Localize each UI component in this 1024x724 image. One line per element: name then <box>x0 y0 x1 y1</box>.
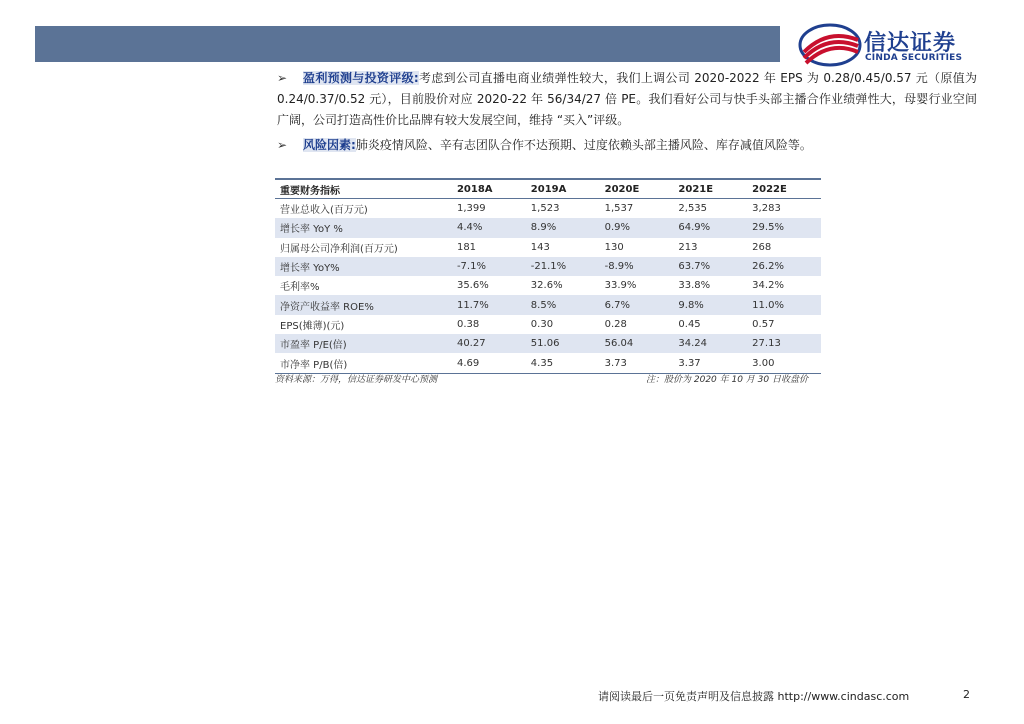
table-cell: 29.5% <box>747 218 821 237</box>
table-cell: 130 <box>604 241 624 253</box>
table-cell: 1,399 <box>456 203 486 215</box>
row-label: 营业总收入(百万元) <box>280 205 368 217</box>
table-cell: 3.73 <box>600 353 674 373</box>
bullet-lead: 风险因素: <box>303 138 356 152</box>
table-header-cell: 2018A <box>452 179 526 199</box>
row-label: EPS(摊薄)(元) <box>280 320 345 332</box>
table-header-cell: 2019A <box>526 179 600 199</box>
table-cell: 213 <box>678 241 698 253</box>
table-cell: 34.24 <box>673 334 747 353</box>
table-cell: 64.9% <box>673 218 747 237</box>
table-cell: 33.8% <box>678 280 711 292</box>
table-cell: 9.8% <box>673 295 747 314</box>
table-cell: 26.2% <box>747 257 821 276</box>
source-note: 资料来源：万得，信达证券研发中心预测 <box>275 375 438 385</box>
row-label: 归属母公司净利润(百万元) <box>280 243 398 255</box>
table-cell: 268 <box>752 241 772 253</box>
row-label: 市盈率 P/E(倍) <box>275 334 452 353</box>
table-row <box>275 295 821 314</box>
row-label: 增长率 YoY% <box>275 257 452 276</box>
table-cell: 51.06 <box>526 334 600 353</box>
table-cell: 0.30 <box>530 318 554 330</box>
table-header-cell: 2022E <box>747 179 821 199</box>
table-cell: 56.04 <box>600 334 674 353</box>
table-cell: -21.1% <box>526 257 600 276</box>
table-cell: 3.37 <box>673 353 747 373</box>
table-cell: 8.5% <box>526 295 600 314</box>
header-bar <box>35 26 780 62</box>
table-cell: 0.38 <box>456 318 480 330</box>
table-row <box>275 238 821 257</box>
table-cell: 4.69 <box>452 353 526 373</box>
bullet-lead: 盈利预测与投资评级: <box>303 71 419 85</box>
bullet-paragraph <box>303 135 977 156</box>
table-cell: 0.45 <box>678 318 701 330</box>
table-cell: 34.2% <box>752 280 784 292</box>
table-cell: 2,535 <box>678 203 708 215</box>
bullet-text: 考虑到公司直播电商业绩弹性较大，我们上调公司 2020-2022 年 EPS 为 0.28/0.45/0.57 元（原值为 0.24/0.37/0.52 元），目前股价对应 2020-22 年 56/34/27 倍 PE。我们看好公司与快手头部主播合作业绩弹性大，母婴行业空间广阔，公司打造高性价比品牌有较大发展空间，维持 “买入”评级。 <box>277 71 977 127</box>
table-row <box>275 276 821 295</box>
table-header-cell: 重要财务指标 <box>275 179 452 199</box>
table-cell: 0.28 <box>604 318 627 330</box>
arrow-bullet-icon: ➢ <box>277 71 288 85</box>
table-header-cell: 2020E <box>600 179 674 199</box>
table-cell: -8.9% <box>600 257 674 276</box>
financial-indicators-table <box>275 178 821 374</box>
table-cell: 11.7% <box>452 295 526 314</box>
table-row <box>275 353 821 373</box>
table-row <box>275 334 821 353</box>
table-cell: 63.7% <box>673 257 747 276</box>
row-label: 增长率 YoY % <box>275 218 452 237</box>
table-cell: 40.27 <box>452 334 526 353</box>
table-cell: 4.35 <box>526 353 600 373</box>
table-cell: 33.9% <box>604 280 637 292</box>
table-cell: 6.7% <box>600 295 674 314</box>
row-label: 毛利率% <box>280 282 320 294</box>
table-header-row <box>275 179 821 199</box>
bullet-earnings-forecast <box>277 68 977 131</box>
table-cell: 143 <box>530 241 550 253</box>
logo-english-name: CINDA SECURITIES <box>865 53 963 63</box>
table-cell: 0.57 <box>752 318 775 330</box>
table-cell: 11.0% <box>747 295 821 314</box>
price-date-note: 注：股价为 2020 年 10 月 30 日收盘价 <box>646 375 808 385</box>
table-cell: 3,283 <box>752 203 781 215</box>
table-cell: 0.9% <box>600 218 674 237</box>
table-cell: 3.00 <box>747 353 821 373</box>
table-cell: 1,523 <box>530 203 560 215</box>
table-header-cell: 2021E <box>673 179 747 199</box>
table-cell: 181 <box>456 241 477 253</box>
table-row <box>275 199 821 219</box>
table-row <box>275 257 821 276</box>
bullet-text: 肺炎疫情风险、辛有志团队合作不达预期、过度依赖头部主播风险、库存减值风险等。 <box>355 138 812 152</box>
table-row <box>275 218 821 237</box>
bullet-paragraph <box>277 68 977 131</box>
table-cell: 32.6% <box>530 280 563 292</box>
cinda-logo-icon <box>798 22 862 68</box>
page-number: 2 <box>963 688 970 701</box>
table-cell: 27.13 <box>747 334 821 353</box>
table-cell: 8.9% <box>526 218 600 237</box>
company-logo <box>798 20 978 70</box>
table-cell: 35.6% <box>456 280 489 292</box>
row-label: 市净率 P/B(倍) <box>275 353 452 373</box>
row-label: 净资产收益率 ROE% <box>275 295 452 314</box>
table-cell: -7.1% <box>452 257 526 276</box>
bullet-risk-factors <box>277 135 977 156</box>
table-row <box>275 315 821 334</box>
arrow-bullet-icon: ➢ <box>277 138 288 152</box>
logo-chinese-name: 信达证券 <box>864 31 957 56</box>
table-cell: 1,537 <box>604 203 634 215</box>
footer-disclaimer: 请阅读最后一页免责声明及信息披露 http://www.cindasc.com <box>598 690 910 703</box>
table-cell: 4.4% <box>452 218 526 237</box>
